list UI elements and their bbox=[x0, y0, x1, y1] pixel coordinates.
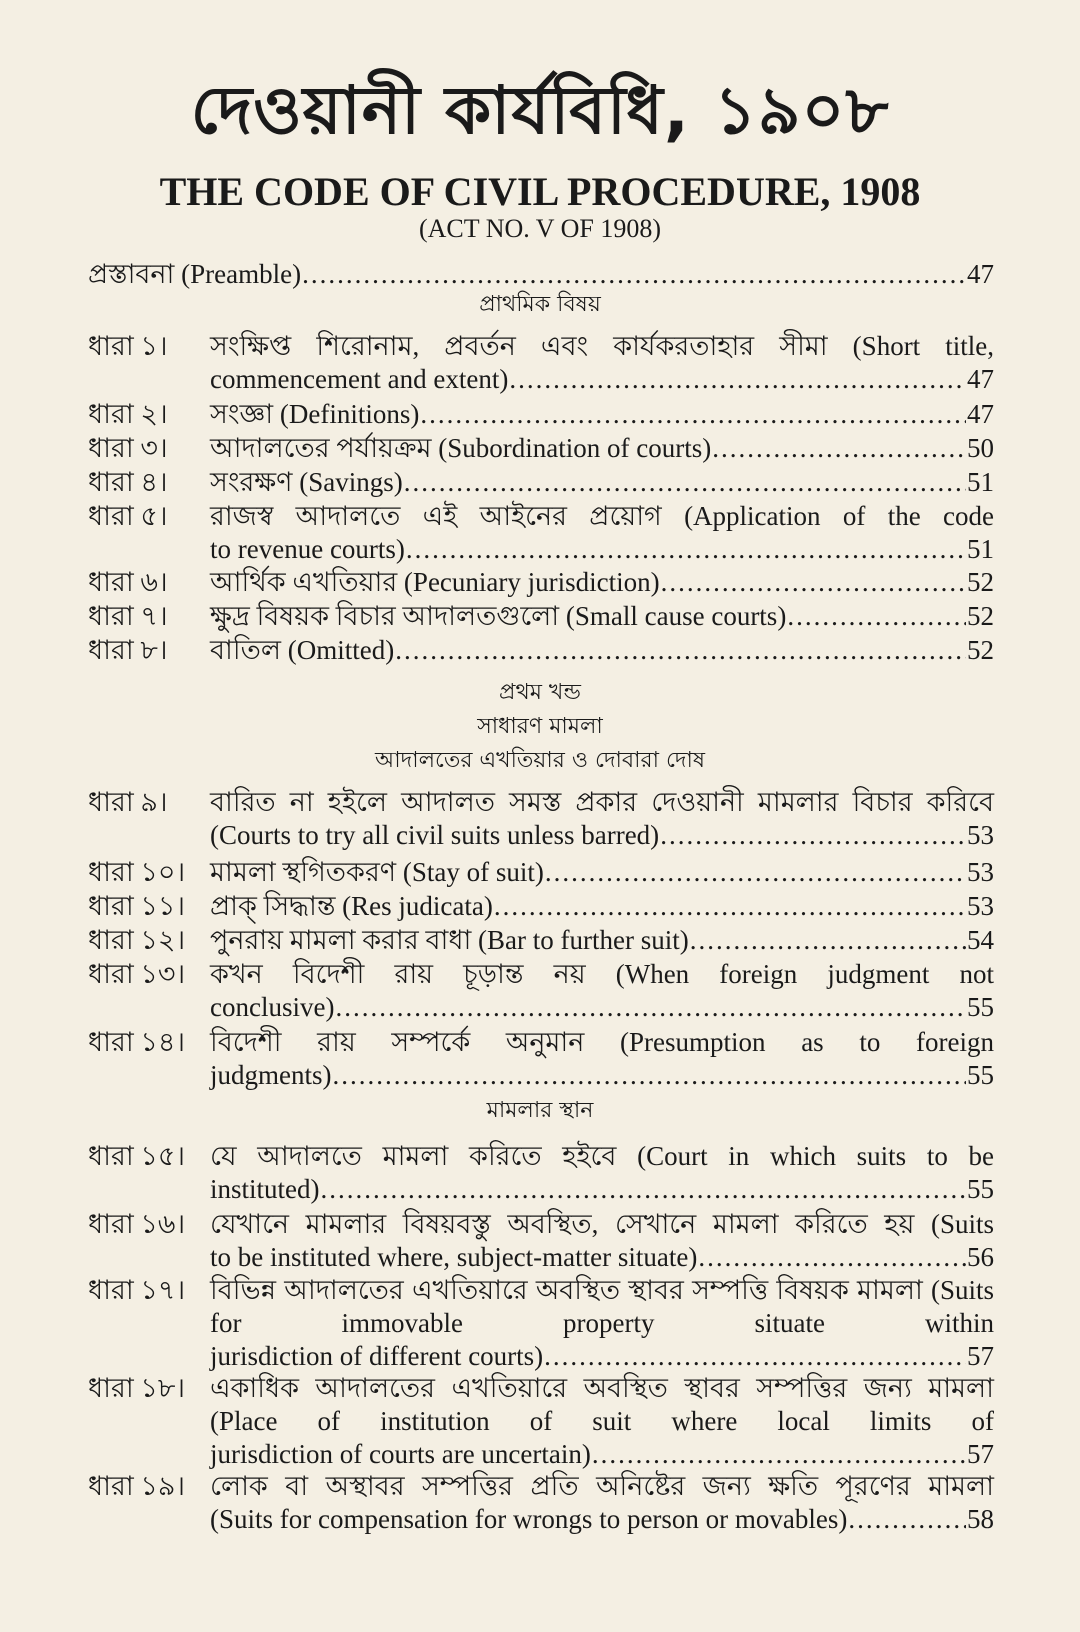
section-title-end: jurisdiction of different courts) bbox=[210, 1341, 544, 1371]
leader-dots bbox=[335, 991, 966, 1024]
leader-dots bbox=[404, 466, 966, 499]
section-entry bbox=[88, 466, 994, 499]
section-entry bbox=[88, 398, 994, 431]
leader-dots bbox=[509, 363, 966, 396]
section-title: বিভিন্ন আদালতের এখতিয়ারে অবস্থিত স্থাবর সম্পত্তি বিষয়ক মামলা (Suits for immovable property situate within bbox=[210, 1275, 994, 1338]
section-title-end: মামলা স্থগিতকরণ (Stay of suit) bbox=[210, 857, 544, 887]
section-title: সংক্ষিপ্ত শিরোনাম, প্রবর্তন এবং কার্যকরতাহার সীমা (Short title, bbox=[210, 331, 994, 361]
section-title-end: (Suits for compensation for wrongs to person or movables) bbox=[210, 1504, 848, 1534]
section-entry bbox=[88, 924, 994, 957]
section-entry bbox=[88, 856, 994, 889]
leader-dots bbox=[848, 1503, 966, 1536]
chapter-heading: মামলার স্থান bbox=[486, 1098, 594, 1123]
section-entry bbox=[88, 1208, 994, 1274]
section-title-end: (Courts to try all civil suits unless barred) bbox=[210, 820, 660, 850]
section-entry bbox=[88, 566, 994, 599]
page-number: 47 bbox=[967, 399, 994, 429]
section-entry bbox=[88, 432, 994, 465]
page-number: 53 bbox=[967, 820, 994, 850]
section-number: ধারা ৫। bbox=[88, 501, 168, 531]
section-title-end: to be instituted where, subject-matter situate) bbox=[210, 1242, 698, 1272]
section-entry bbox=[88, 634, 994, 667]
section-title-end: to revenue courts) bbox=[210, 534, 405, 564]
page-number: 55 bbox=[967, 992, 994, 1022]
leader-dots bbox=[420, 398, 966, 431]
section-entry bbox=[88, 1372, 994, 1471]
section-number: ধারা ১৬। bbox=[88, 1209, 186, 1239]
leader-dots bbox=[302, 258, 966, 291]
page-number: 55 bbox=[967, 1174, 994, 1204]
leader-dots bbox=[698, 1241, 966, 1274]
section-title-end: সংজ্ঞা (Definitions) bbox=[210, 399, 420, 429]
section-title: বারিত না হইলে আদালত সমস্ত প্রকার দেওয়ানী মামলার বিচার করিবে bbox=[210, 787, 994, 817]
section-number: ধারা ৩। bbox=[88, 433, 168, 463]
section-number: ধারা ১০। bbox=[88, 857, 186, 887]
part-heading: প্রথম খন্ড bbox=[499, 680, 581, 705]
section-number: ধারা ৮। bbox=[88, 635, 168, 665]
leader-dots bbox=[592, 1438, 966, 1471]
leader-dots bbox=[544, 1340, 966, 1373]
section-number: ধারা ৭। bbox=[88, 601, 168, 631]
section-entry bbox=[88, 330, 994, 396]
leader-dots bbox=[333, 1059, 967, 1092]
page-number: 52 bbox=[967, 601, 994, 631]
page-number: 51 bbox=[967, 534, 994, 564]
page-number: 47 bbox=[967, 364, 994, 394]
leader-dots bbox=[712, 432, 966, 465]
chapter-heading: আদালতের এখতিয়ার ও দোবারা দোষ bbox=[375, 748, 705, 773]
section-number: ধারা ১৪। bbox=[88, 1027, 186, 1057]
section-entry bbox=[88, 1274, 994, 1373]
section-title-end: commencement and extent) bbox=[210, 364, 509, 394]
english-title: THE CODE OF CIVIL PROCEDURE, 1908 bbox=[159, 169, 921, 214]
section-number: ধারা ১১। bbox=[88, 891, 186, 921]
leader-dots bbox=[787, 600, 966, 633]
page-number: 52 bbox=[967, 567, 994, 597]
section-entry bbox=[88, 600, 994, 633]
section-number: ধারা ৯। bbox=[88, 787, 168, 817]
page-number: 53 bbox=[967, 857, 994, 887]
section-title: বিদেশী রায় সম্পর্কে অনুমান (Presumption as to foreign bbox=[210, 1027, 994, 1057]
section-title-end: conclusive) bbox=[210, 992, 335, 1022]
preamble-text: প্রস্তাবনা (Preamble) bbox=[88, 259, 302, 289]
page-number: 52 bbox=[967, 635, 994, 665]
section-entry bbox=[88, 1470, 994, 1536]
section-title: যেখানে মামলার বিষয়বস্তু অবস্থিত, সেখানে মামলা করিতে হয় (Suits bbox=[210, 1209, 994, 1239]
section-number: ধারা ৪। bbox=[88, 467, 168, 497]
leader-dots bbox=[406, 533, 966, 566]
section-number: ধারা ১। bbox=[88, 331, 168, 361]
page-number: 47 bbox=[967, 259, 994, 289]
section-number: ধারা ১৮। bbox=[88, 1373, 186, 1403]
page-number: 51 bbox=[967, 467, 994, 497]
section-entry bbox=[88, 890, 994, 923]
section-title: লোক বা অস্থাবর সম্পত্তির প্রতি অনিষ্টের জন্য ক্ষতি পূরণের মামলা bbox=[210, 1471, 994, 1501]
section-title: যে আদালতে মামলা করিতে হইবে (Court in which suits to be bbox=[210, 1141, 994, 1171]
section-title: রাজস্ব আদালতে এই আইনের প্রয়োগ (Application of the code bbox=[210, 501, 994, 531]
section-title-end: পুনরায় মামলা করার বাধা (Bar to further suit) bbox=[210, 925, 689, 955]
act-number: (ACT NO. V OF 1908) bbox=[419, 214, 661, 243]
section-entry bbox=[88, 1140, 994, 1206]
section-title-end: আদালতের পর্যায়ক্রম (Subordination of courts) bbox=[210, 433, 712, 463]
leader-dots bbox=[494, 890, 966, 923]
page-number: 56 bbox=[967, 1242, 994, 1272]
page-number: 54 bbox=[967, 925, 994, 955]
section-number: ধারা ৬। bbox=[88, 567, 168, 597]
page-number: 50 bbox=[967, 433, 994, 463]
section-title: একাধিক আদালতের এখতিয়ারে অবস্থিত স্থাবর সম্পত্তির জন্য মামলা (Place of institution of suit where local limits of bbox=[210, 1373, 994, 1436]
section-title-end: আর্থিক এখতিয়ার (Pecuniary jurisdiction) bbox=[210, 567, 660, 597]
section-title-end: jurisdiction of courts are uncertain) bbox=[210, 1439, 591, 1469]
section-title-end: সংরক্ষণ (Savings) bbox=[210, 467, 403, 497]
section-title-end: ক্ষুদ্র বিষয়ক বিচার আদালতগুলো (Small cause courts) bbox=[210, 601, 787, 631]
section-entry bbox=[88, 500, 994, 566]
section-title-end: instituted) bbox=[210, 1174, 320, 1204]
page-number: 57 bbox=[967, 1341, 994, 1371]
page-number: 58 bbox=[967, 1504, 994, 1534]
section-title-end: বাতিল (Omitted) bbox=[210, 635, 395, 665]
section-number: ধারা ২। bbox=[88, 399, 168, 429]
part-subheading: সাধারণ মামলা bbox=[477, 714, 603, 739]
leader-dots bbox=[690, 924, 966, 957]
preamble-entry bbox=[88, 258, 994, 291]
page-number: 53 bbox=[967, 891, 994, 921]
section-title: কখন বিদেশী রায় চূড়ান্ত নয় (When foreign judgment not bbox=[210, 959, 994, 989]
section-number: ধারা ১২। bbox=[88, 925, 186, 955]
bengali-title: দেওয়ানী কার্যবিধি, ১৯০৮ bbox=[190, 72, 890, 149]
section-entry bbox=[88, 786, 994, 852]
section-number: ধারা ১৩। bbox=[88, 959, 186, 989]
section-title-end: প্রাক্ সিদ্ধান্ত (Res judicata) bbox=[210, 891, 493, 921]
leader-dots bbox=[321, 1173, 967, 1206]
section-entry bbox=[88, 958, 994, 1024]
leader-dots bbox=[545, 856, 966, 889]
section-entry bbox=[88, 1026, 994, 1092]
leader-dots bbox=[395, 634, 966, 667]
section-number: ধারা ১৭। bbox=[88, 1275, 186, 1305]
page-number: 57 bbox=[967, 1439, 994, 1469]
leader-dots bbox=[660, 819, 966, 852]
section-number: ধারা ১৯। bbox=[88, 1471, 186, 1501]
leader-dots bbox=[661, 566, 966, 599]
section-heading: প্রাথমিক বিষয় bbox=[479, 292, 601, 317]
page-number: 55 bbox=[967, 1060, 994, 1090]
section-number: ধারা ১৫। bbox=[88, 1141, 186, 1171]
section-title-end: judgments) bbox=[210, 1060, 332, 1090]
